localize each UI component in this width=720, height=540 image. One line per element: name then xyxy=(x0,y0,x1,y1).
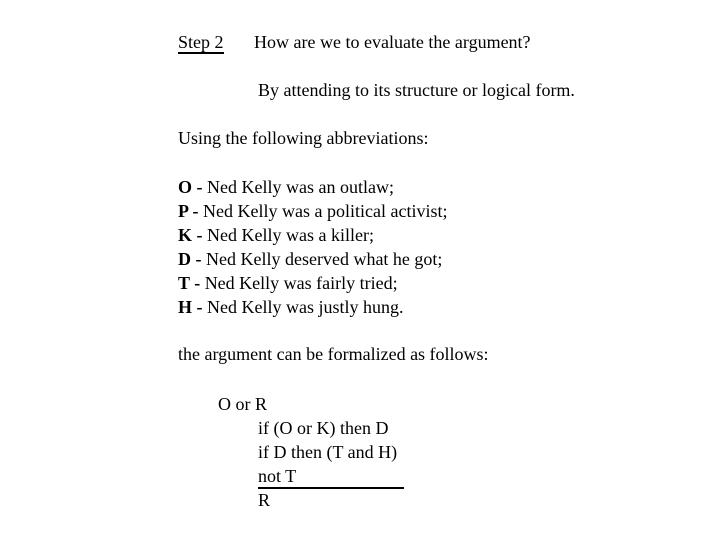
abbreviation-text: Ned Kelly was an outlaw; xyxy=(207,177,394,197)
abbreviation-text: Ned Kelly was justly hung. xyxy=(207,297,404,317)
abbreviation-separator: - xyxy=(192,177,208,197)
step-label: Step 2 xyxy=(178,32,224,52)
abbreviation-separator: - xyxy=(189,273,205,293)
abbreviation-item-t xyxy=(178,271,447,295)
premise-1: O or R xyxy=(218,394,267,414)
abbreviation-key: T xyxy=(178,273,190,293)
premise-2: if (O or K) then D xyxy=(258,418,389,438)
abbreviation-item-p xyxy=(178,199,447,223)
abbreviation-text: Ned Kelly was fairly tried; xyxy=(204,273,398,293)
abbreviation-key: P xyxy=(178,201,189,221)
step-answer: By attending to its structure or logical form. xyxy=(258,80,575,100)
step-question: How are we to evaluate the argument? xyxy=(254,32,531,52)
abbreviation-item-h xyxy=(178,295,447,319)
abbreviation-text: Ned Kelly was a killer; xyxy=(207,225,374,245)
premise-4-text: not T xyxy=(258,465,404,489)
abbreviation-key: K xyxy=(178,225,193,245)
abbreviation-text: Ned Kelly deserved what he got; xyxy=(206,249,443,269)
abbreviation-text: Ned Kelly was a political activist; xyxy=(203,201,448,221)
abbreviation-item-o xyxy=(178,175,447,199)
abbreviation-item-k xyxy=(178,223,447,247)
abbreviation-key: O xyxy=(178,177,193,197)
abbreviations-intro: Using the following abbreviations: xyxy=(178,128,429,148)
abbreviation-separator: - xyxy=(188,201,204,221)
abbreviation-separator: - xyxy=(192,225,208,245)
premise-4 xyxy=(218,464,404,488)
abbreviation-separator: - xyxy=(192,297,208,317)
premise-3: if D then (T and H) xyxy=(258,442,398,462)
abbreviation-separator: - xyxy=(191,249,206,269)
abbreviation-key: H xyxy=(178,297,193,317)
abbreviation-list xyxy=(178,175,447,319)
abbreviation-item-d xyxy=(178,247,447,271)
formalization-intro: the argument can be formalized as follows: xyxy=(178,344,489,364)
abbreviation-key: D xyxy=(178,249,191,269)
conclusion: R xyxy=(258,490,271,510)
formalization xyxy=(218,392,404,512)
